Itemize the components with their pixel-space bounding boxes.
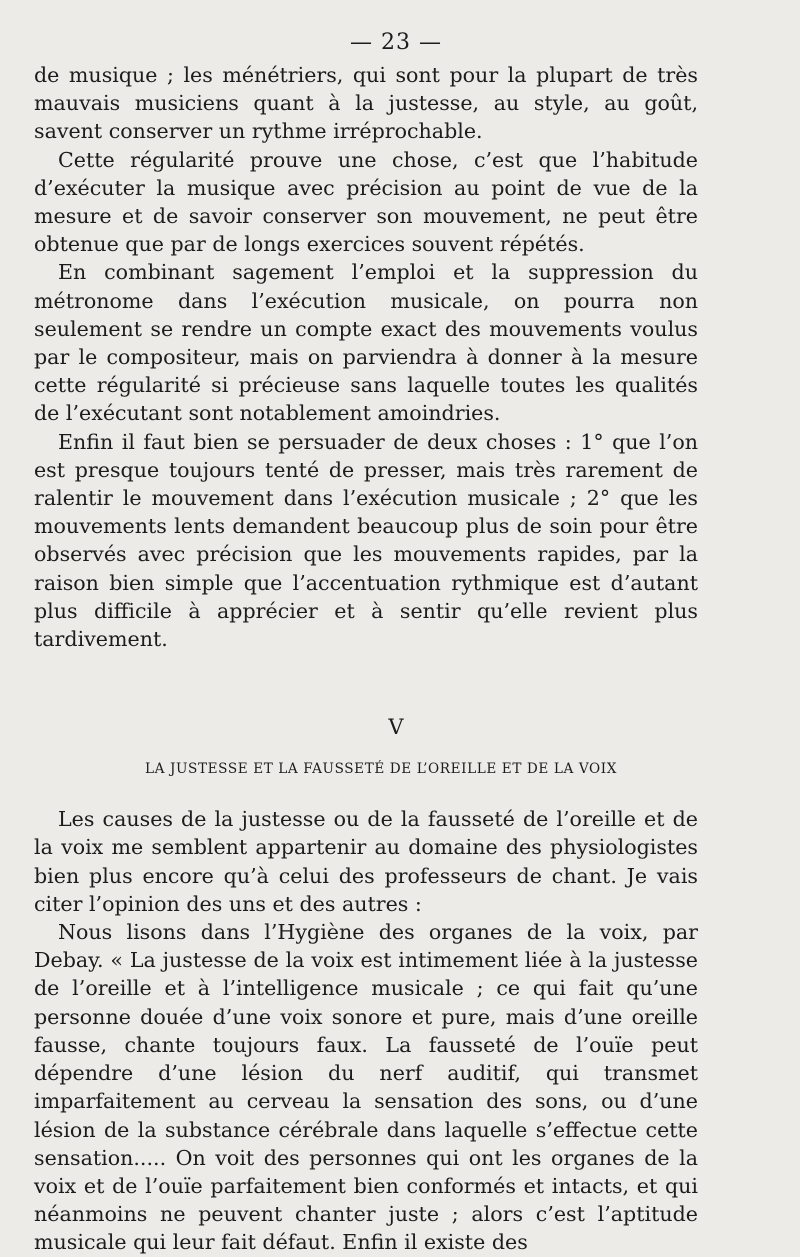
- section-title: LA JUSTESSE ET LA FAUSSETÉ DE L’OREILLE ET DE LA VOIX: [144, 761, 617, 778]
- paragraph-regularity: Cette régularité prouve une chose, c’est que l’habitude d’exécuter la musique avec précision au point de vue de la mesure et de savoir conserver son mouvement, ne peut être obtenue que par de longs exercices souvent répétés.: [34, 147, 698, 257]
- paragraph-causes: Les causes de la justesse ou de la fausseté de l’oreille et de la voix me semblent appartenir au domaine des physiologistes bien plus encore qu’à celui des professeurs de chant. Je vais citer l’opinion des uns et des autres :: [34, 807, 698, 916]
- page-number: — 23 —: [350, 30, 442, 55]
- paragraph-continuation: de musique ; les ménétriers, qui sont pour la plupart de très mauvais musiciens quant à la justesse, au style, au goût, savent conserver un rythme irréprochable.: [34, 63, 698, 144]
- paragraph-debay-quote: Nous lisons dans l’Hygiène des organes de la voix, par Debay. « La justesse de la voix est intimement liée à la justesse de l’oreille et à l’intelligence musicale ; ce qui fait qu’une personne douée d’une voix sonore et pure, mais d’une oreille fausse, chante toujours faux. La fausseté de l’ouïe peut dépendre d’une lésion du nerf auditif, qui transmet imparfaitement au cerveau la sensation des sons, ou d’une lésion de la substance cérébrale dans laquelle s’effectue cette sensation..... On voit des personnes qui ont les organes de la voix et de l’ouïe parfaitement bien conformés et intacts, et qui néanmoins ne peuvent chanter juste ; alors c’est l’aptitude musicale qui leur fait défaut. Enfin il existe des: [34, 920, 698, 1255]
- section-number: V: [388, 715, 404, 740]
- paragraph-two-things: Enfin il faut bien se persuader de deux choses : 1° que l’on est presque toujours tenté de presser, mais très rarement de ralentir le mouvement dans l’exécution musicale ; 2° que les mouvements lents demandent beaucoup plus de soin pour être observés avec précision que les mouvements rapides, par la raison bien simple que l’accentuation rythmique est d’autant plus difficile à apprécier et à sentir qu’elle revient plus tardivement.: [34, 429, 698, 652]
- paragraph-metronome: En combinant sagement l’emploi et la suppression du métronome dans l’exécution musicale, on pourra non seulement se rendre un compte exact des mouvements voulus par le compositeur, mais on parviendra à donner à la mesure cette régularité si précieuse sans laquelle toutes les qualités de l’exécutant sont notablement amoindries.: [34, 260, 698, 426]
